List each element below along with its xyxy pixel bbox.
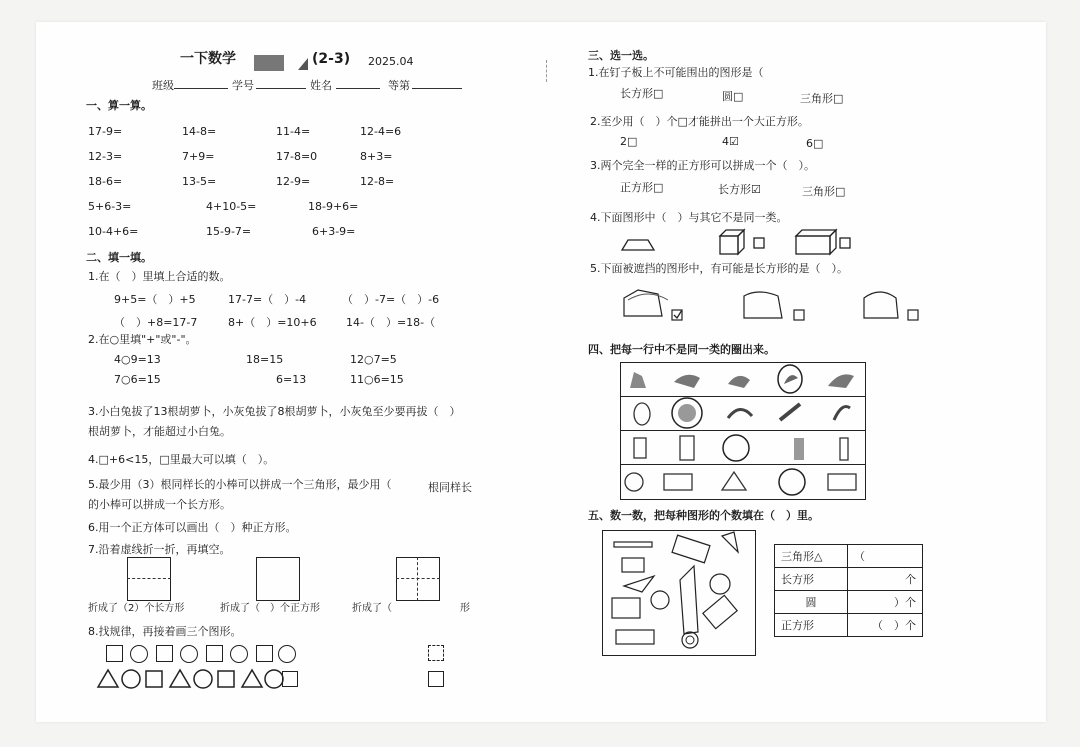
s3-q4-figures bbox=[618, 228, 878, 258]
q5-line1-end: 根同样长 bbox=[428, 481, 472, 494]
vegetable-picture bbox=[834, 407, 850, 421]
s3-q4-label: 4.下面图形中（ ）与其它不是同一类。 bbox=[590, 211, 788, 224]
count-answer[interactable]: （ ）个 bbox=[848, 614, 923, 637]
cube-side bbox=[738, 230, 744, 254]
s3-q1-label: 1.在钉子板上不可能围出的图形是（ bbox=[588, 66, 764, 79]
square-shape bbox=[703, 595, 737, 628]
calc-item: 5+6-3= bbox=[88, 200, 132, 213]
worksheet-title: 一下数学 bbox=[180, 51, 236, 67]
q2-item: 6=13 bbox=[276, 373, 307, 386]
pattern-square bbox=[146, 671, 162, 687]
s3-q3-opt[interactable]: 正方形□ bbox=[620, 181, 664, 194]
field-number-line[interactable] bbox=[256, 88, 306, 89]
field-grade-label: 等第 bbox=[388, 79, 410, 92]
animal-picture bbox=[828, 374, 854, 388]
pattern-triangle bbox=[98, 670, 118, 687]
s3-q2-opt[interactable]: 6□ bbox=[806, 137, 824, 150]
field-grade-line[interactable] bbox=[412, 88, 462, 89]
q1-item: （ ）+8=17-7 bbox=[114, 316, 198, 329]
triangle-shape bbox=[722, 532, 738, 552]
calc-item: 18-9+6= bbox=[308, 200, 359, 213]
pattern-circle bbox=[130, 645, 148, 663]
pattern-square bbox=[218, 671, 234, 687]
fold-caption-3-end: 形 bbox=[460, 603, 470, 614]
cuboid-side bbox=[830, 230, 836, 254]
pattern-square bbox=[156, 645, 173, 662]
calc-item: 15-9-7= bbox=[206, 225, 252, 238]
pattern-square bbox=[106, 645, 123, 662]
q2-item: 7○6=15 bbox=[114, 373, 161, 386]
fold-caption-3: 折成了（ bbox=[352, 603, 392, 614]
circled-answer bbox=[723, 435, 749, 461]
circle-shape bbox=[651, 591, 669, 609]
calc-item: 11-4= bbox=[276, 125, 311, 138]
triangle-shape bbox=[722, 472, 746, 490]
s3-q3-label: 3.两个完全一样的正方形可以拼成一个（ ）。 bbox=[590, 159, 815, 172]
q3-line1: 3.小白兔拔了13根胡萝卜，小灰兔拔了8根胡萝卜，小灰兔至少要再拔（ ） bbox=[88, 405, 461, 418]
worksheet-code: (2-3) bbox=[312, 51, 351, 67]
circle-shape bbox=[710, 574, 730, 594]
s3-q1-opt[interactable]: 圆□ bbox=[722, 90, 744, 103]
checkbox bbox=[840, 238, 850, 248]
q1-item: 17-7=（ ）-4 bbox=[228, 293, 307, 306]
fold-dashed-line bbox=[417, 557, 418, 601]
count-row bbox=[775, 614, 923, 637]
rectangle-shape bbox=[616, 630, 654, 644]
q1-label: 1.在（ ）里填上合适的数。 bbox=[88, 270, 231, 283]
section3-heading: 三、选一选。 bbox=[588, 49, 654, 62]
calc-item: 17-8=0 bbox=[276, 150, 318, 163]
pattern-circle bbox=[278, 645, 296, 663]
field-name-label: 姓名 bbox=[310, 79, 332, 92]
q2-item: 18=15 bbox=[246, 353, 284, 366]
section2-heading: 二、填一填。 bbox=[86, 251, 152, 264]
pattern-triangle bbox=[170, 670, 190, 687]
field-number-label: 学号 bbox=[232, 79, 254, 92]
calc-item: 7+9= bbox=[182, 150, 215, 163]
circle-shape bbox=[682, 632, 698, 648]
fold-caption-2: 折成了（ ）个正方形 bbox=[220, 603, 320, 614]
triangle-shape bbox=[624, 576, 654, 592]
count-row bbox=[775, 545, 923, 568]
picture-grid-items bbox=[620, 362, 864, 498]
count-row bbox=[775, 568, 923, 591]
s3-q3-opt[interactable]: 三角形□ bbox=[802, 185, 846, 198]
s3-q5-label: 5.下面被遮挡的图形中，有可能是长方形的是（ ）。 bbox=[590, 262, 848, 275]
pattern-circle bbox=[180, 645, 198, 663]
q2-item: 4○9=13 bbox=[114, 353, 161, 366]
checkbox bbox=[754, 238, 764, 248]
count-shape-label: 圆 bbox=[775, 591, 848, 614]
jar-picture bbox=[680, 436, 694, 460]
animal-picture bbox=[630, 372, 646, 388]
s3-q5-figures bbox=[618, 286, 938, 326]
shape-picture-items bbox=[602, 530, 754, 654]
bottle-picture bbox=[634, 438, 646, 458]
field-class-label: 班级 bbox=[152, 79, 174, 92]
cover-mark bbox=[628, 294, 668, 300]
cube-front bbox=[720, 236, 738, 254]
calc-item: 4+10-5= bbox=[206, 200, 257, 213]
rectangle-shape bbox=[622, 558, 644, 572]
checkbox bbox=[908, 310, 918, 320]
calc-item: 13-5= bbox=[182, 175, 217, 188]
section4-heading: 四、把每一行中不是同一类的圈出来。 bbox=[588, 343, 775, 356]
trapezoid-shape bbox=[622, 240, 654, 250]
q4-text: 4.□+6<15，□里最大可以填（ ）。 bbox=[88, 453, 275, 466]
rectangle-shape bbox=[612, 598, 640, 618]
circled-answer bbox=[779, 469, 805, 495]
rectangle-shape bbox=[828, 474, 856, 490]
bottle-picture bbox=[794, 438, 804, 460]
rectangle-shape bbox=[614, 542, 652, 547]
count-row bbox=[775, 591, 923, 614]
circle-shape bbox=[686, 636, 694, 644]
count-shape-label: 正方形 bbox=[775, 614, 848, 637]
s3-q2-opt[interactable]: 2□ bbox=[620, 135, 638, 148]
q3-line2: 根胡萝卜，才能超过小白兔。 bbox=[88, 425, 231, 438]
pattern-row-2 bbox=[96, 668, 296, 690]
circle-shape bbox=[625, 473, 643, 491]
count-shape-label: 长方形 bbox=[775, 568, 848, 591]
count-answer[interactable]: 个 bbox=[848, 568, 923, 591]
calc-item: 12-9= bbox=[276, 175, 311, 188]
field-name-line[interactable] bbox=[336, 88, 380, 89]
calc-item: 6+3-9= bbox=[312, 225, 356, 238]
pattern-circle bbox=[265, 670, 283, 688]
fold-square-1 bbox=[127, 557, 171, 601]
bottle-picture bbox=[840, 438, 848, 460]
q5-line1: 5.最少用（3）根同样长的小棒可以拼成一个三角形，最少用（ bbox=[88, 478, 392, 491]
covered-shape-2 bbox=[744, 292, 782, 318]
fold-caption-1: 折成了（2）个长方形 bbox=[88, 603, 185, 614]
q1-item: 14-（ ）=18-（ bbox=[346, 316, 436, 329]
fold-square-3 bbox=[396, 557, 440, 601]
covered-shape-3 bbox=[864, 292, 898, 318]
calc-item: 18-6= bbox=[88, 175, 123, 188]
pattern-square bbox=[206, 645, 223, 662]
rectangle-shape bbox=[664, 474, 692, 490]
fold-square-2 bbox=[256, 557, 300, 601]
pattern-square bbox=[256, 645, 273, 662]
count-answer[interactable]: （ bbox=[848, 545, 923, 568]
animal-picture bbox=[674, 375, 700, 388]
q5-line2: 的小棒可以拼成一个长方形。 bbox=[88, 498, 231, 511]
fold-dashed-line bbox=[127, 578, 171, 579]
pattern-answer-square[interactable] bbox=[428, 645, 444, 661]
s3-q1-opt[interactable]: 三角形□ bbox=[800, 92, 844, 105]
q1-item: 8+（ ）=10+6 bbox=[228, 316, 317, 329]
s3-q2-opt[interactable]: 4☑ bbox=[722, 135, 739, 148]
rectangle-shape bbox=[672, 535, 710, 563]
calc-item: 12-8= bbox=[360, 175, 395, 188]
worksheet-date: 2025.04 bbox=[368, 55, 414, 68]
pattern-circle bbox=[194, 670, 212, 688]
calc-item: 14-8= bbox=[182, 125, 217, 138]
fold-dashed-line bbox=[396, 578, 440, 579]
section1-heading: 一、算一算。 bbox=[86, 99, 152, 112]
field-class-line[interactable] bbox=[174, 88, 228, 89]
check-mark bbox=[674, 310, 682, 318]
s3-q2-label: 2.至少用（ ）个□才能拼出一个大正方形。 bbox=[590, 115, 809, 128]
count-shape-label: 三角形△ bbox=[775, 545, 848, 568]
ball-picture bbox=[678, 404, 696, 422]
q6-text: 6.用一个正方体可以画出（ ）种正方形。 bbox=[88, 521, 297, 534]
calc-item: 8+3= bbox=[360, 150, 393, 163]
pattern-circle bbox=[230, 645, 248, 663]
animal-picture bbox=[784, 375, 798, 384]
pattern-square bbox=[282, 671, 298, 687]
q1-item: 9+5=（ ）+5 bbox=[114, 293, 196, 306]
q1-item: （ ）-7=（ ）-6 bbox=[342, 293, 440, 306]
fold-mark bbox=[546, 60, 547, 82]
q7-label: 7.沿着虚线折一折，再填空。 bbox=[88, 543, 231, 556]
redacted-block bbox=[254, 55, 284, 71]
pattern-circle bbox=[122, 670, 140, 688]
fruit-picture bbox=[634, 403, 650, 425]
q2-item: 12○7=5 bbox=[350, 353, 397, 366]
cuboid-front bbox=[796, 236, 830, 254]
checkbox bbox=[794, 310, 804, 320]
s3-q3-opt[interactable]: 长方形☑ bbox=[718, 183, 761, 196]
calc-item: 12-3= bbox=[88, 150, 123, 163]
count-table bbox=[774, 544, 923, 637]
animal-picture bbox=[728, 376, 750, 388]
carrot-picture bbox=[780, 404, 800, 420]
calc-item: 10-4+6= bbox=[88, 225, 139, 238]
pattern-answer-square[interactable] bbox=[428, 671, 444, 687]
calc-item: 12-4=6 bbox=[360, 125, 402, 138]
section5-heading: 五、数一数，把每种图形的个数填在（ ）里。 bbox=[588, 509, 819, 522]
pattern-triangle bbox=[242, 670, 262, 687]
vegetable-picture bbox=[728, 409, 752, 418]
count-answer[interactable]: ）个 bbox=[848, 591, 923, 614]
q8-label: 8.找规律，再接着画三个图形。 bbox=[88, 625, 242, 638]
triangle-shape bbox=[680, 566, 698, 634]
q2-label: 2.在○里填"+"或"-"。 bbox=[88, 333, 197, 346]
calc-item: 17-9= bbox=[88, 125, 123, 138]
q2-item: 11○6=15 bbox=[350, 373, 404, 386]
s3-q1-opt[interactable]: 长方形□ bbox=[620, 87, 664, 100]
